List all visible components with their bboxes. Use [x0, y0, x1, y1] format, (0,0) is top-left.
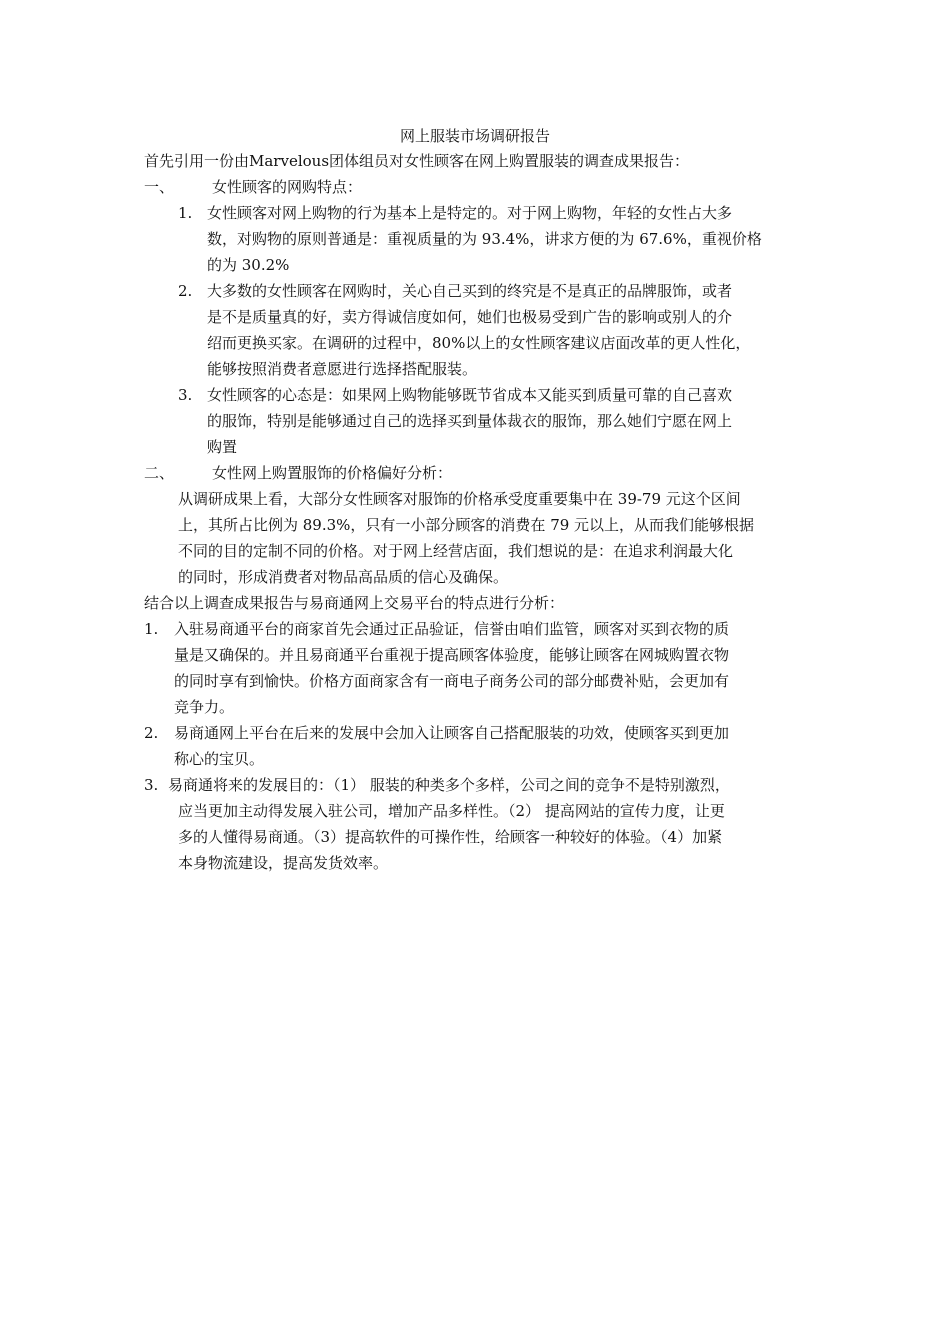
- section1-item1-number: 1.: [178, 204, 193, 222]
- analysis-item2-line1: 易商通网上平台在后来的发展中会加入让顾客自己搭配服装的功效，使顾客买到更加: [174, 724, 730, 742]
- analysis-item3-line2: 应当更加主动得发展入驻公司，增加产品多样性。（2） 提高网站的宣传力度，让更: [178, 802, 725, 820]
- section1-item2-line2: 是不是质量真的好，卖方得诚信度如何，她们也极易受到广告的影响或别人的介: [207, 308, 733, 326]
- analysis-item1-line4: 竞争力。: [174, 698, 235, 716]
- section2-line4: 的同时，形成消费者对物品高品质的信心及确保。: [178, 568, 509, 586]
- section1-item2-line4: 能够按照消费者意愿进行选择搭配服装。: [207, 360, 478, 378]
- section2-marker: 二、: [144, 464, 175, 482]
- section1-item2-line3: 绍而更换买家。在调研的过程中，80%以上的女性顾客建议店面改革的更人性化，: [207, 334, 751, 352]
- analysis-item2-number: 2.: [144, 724, 159, 742]
- analysis-item3-line3: 多的人懂得易商通。（3）提高软件的可操作性，给顾客一种较好的体验。（4）加紧: [178, 828, 723, 846]
- section1-item1-line1: 女性顾客对网上购物的行为基本上是特定的。对于网上购物，年轻的女性占大多: [207, 204, 733, 222]
- section1-item2-number: 2.: [178, 282, 193, 300]
- analysis-item3-line4: 本身物流建设，提高发货效率。: [178, 854, 389, 872]
- analysis-item2-line2: 称心的宝贝。: [174, 750, 265, 768]
- section2-line2: 上，其所占比例为 89.3%，只有一小部分顾客的消费在 79 元以上，从而我们能够根据: [178, 516, 755, 534]
- section1-item1-line3: 的为 30.2%: [207, 256, 290, 274]
- document-title: 网上服装市场调研报告: [399, 127, 550, 145]
- section1-item3-number: 3.: [178, 386, 193, 404]
- intro-paragraph: 首先引用一份由Marvelous团体组员对女性顾客在网上购置服装的调查成果报告：: [144, 152, 690, 170]
- section1-item2-line1: 大多数的女性顾客在网购时，关心自己买到的终究是不是真正的品牌服饰，或者: [207, 282, 733, 300]
- analysis-item3-number: 3.: [144, 776, 159, 794]
- analysis-item1-line1: 入驻易商通平台的商家首先会通过正品验证，信誉由咱们监管，顾客对买到衣物的质: [174, 620, 730, 638]
- analysis-item3-line1: 易商通将来的发展目的：（1） 服装的种类多个多样，公司之间的竞争不是特别激烈，: [168, 776, 730, 794]
- section1-marker: 一、: [144, 178, 175, 196]
- analysis-intro: 结合以上调查成果报告与易商通网上交易平台的特点进行分析：: [144, 594, 565, 612]
- section1-item1-line2: 数，对购物的原则普通是：重视质量的为 93.4%，讲求方便的为 67.6%，重视价格: [207, 230, 762, 248]
- analysis-item1-line2: 量是又确保的。并且易商通平台重视于提高顾客体验度，能够让顾客在网城购置衣物: [174, 646, 730, 664]
- analysis-item1-number: 1.: [144, 620, 159, 638]
- section1-item3-line2: 的服饰，特别是能够通过自己的选择买到量体裁衣的服饰，那么她们宁愿在网上: [207, 412, 733, 430]
- section2-heading: 女性网上购置服饰的价格偏好分析：: [212, 464, 453, 482]
- section2-line3: 不同的目的定制不同的价格。对于网上经营店面，我们想说的是：在追求利润最大化: [178, 542, 734, 560]
- section1-item3-line3: 购置: [207, 438, 238, 456]
- section2-line1: 从调研成果上看，大部分女性顾客对服饰的价格承受度重要集中在 39-79 元这个区间: [178, 490, 741, 508]
- section1-item3-line1: 女性顾客的心态是：如果网上购物能够既节省成本又能买到质量可靠的自己喜欢: [207, 386, 733, 404]
- section1-heading: 女性顾客的网购特点：: [212, 178, 363, 196]
- analysis-item1-line3: 的同时享有到愉快。价格方面商家含有一商电子商务公司的部分邮费补贴，会更加有: [174, 672, 730, 690]
